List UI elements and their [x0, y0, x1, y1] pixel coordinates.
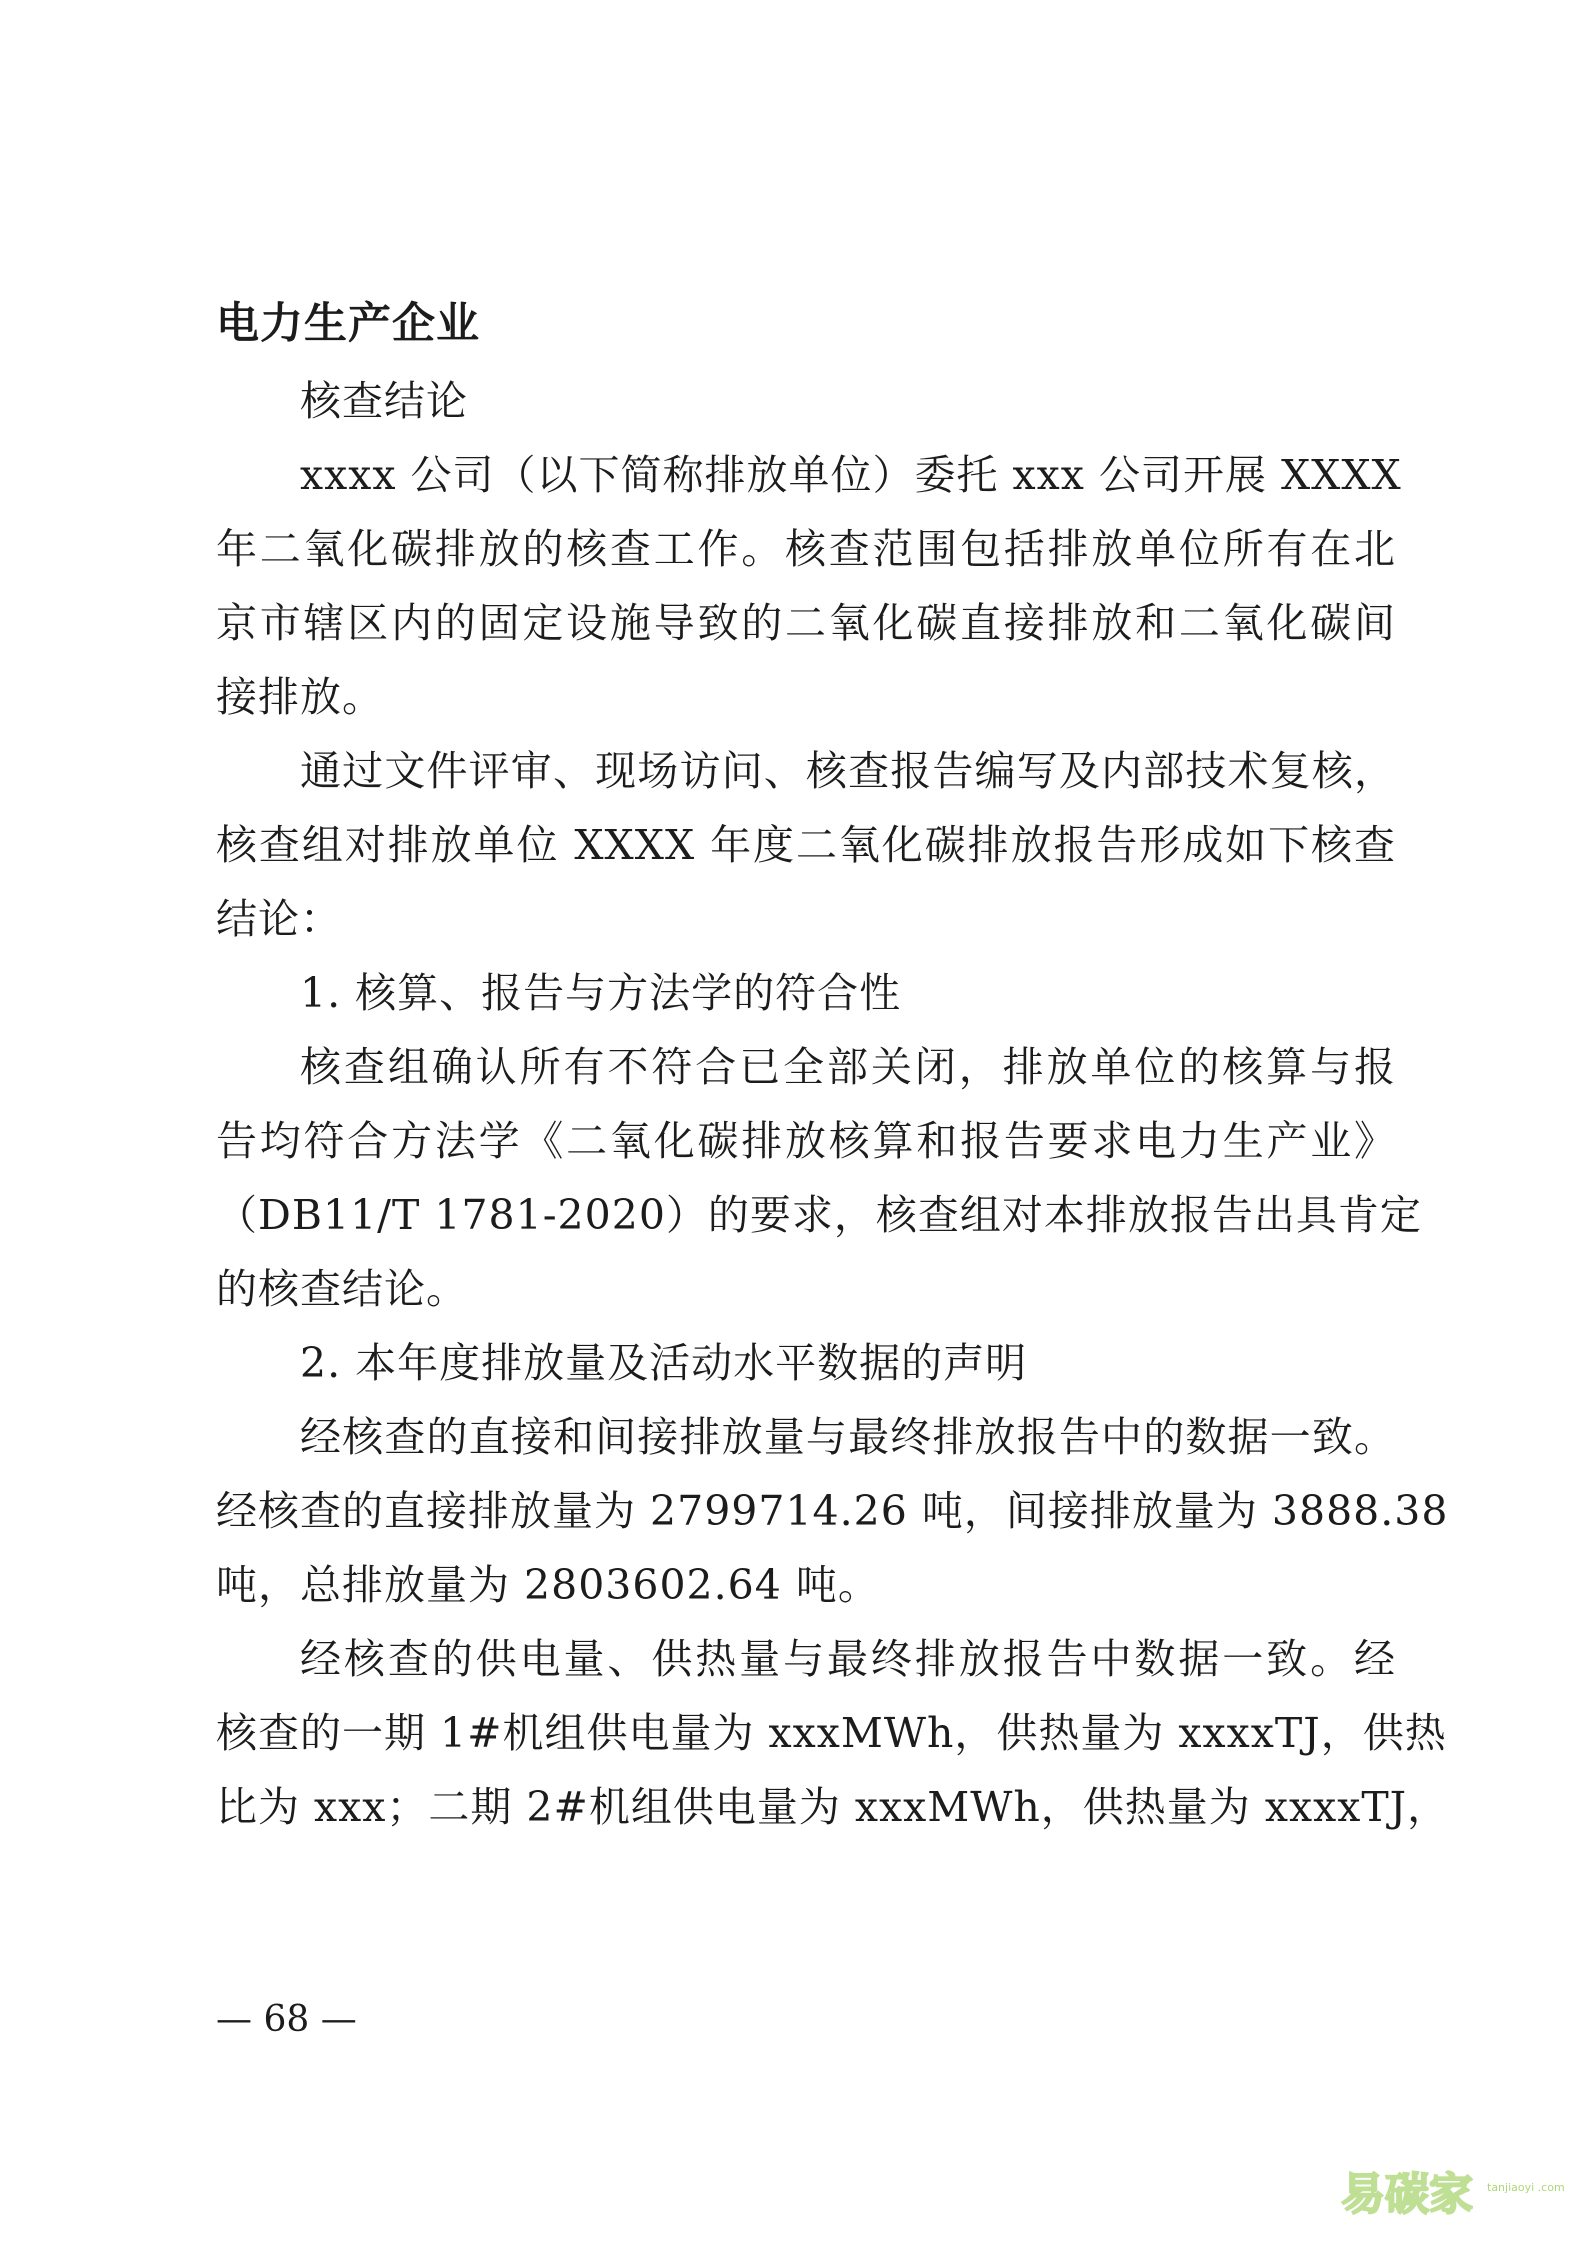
paragraph-line: 结论：	[216, 895, 342, 943]
paragraph-line: 京市辖区内的固定设施导致的二氧化碳直接排放和二氧化碳间	[216, 599, 1396, 647]
watermark-subtext: tanjiaoyi .com	[1487, 2181, 1565, 2194]
paragraph-line: 接排放。	[216, 673, 384, 721]
subheading-conclusion: 核查结论	[300, 377, 468, 425]
paragraph-line: 年二氧化碳排放的核查工作。核查范围包括排放单位所有在北	[216, 525, 1396, 573]
numbered-heading: 2. 本年度排放量及活动水平数据的声明	[300, 1339, 1028, 1387]
paragraph-line: 比为 xxx；二期 2#机组供电量为 xxxMWh，供热量为 xxxxTJ，	[216, 1783, 1450, 1831]
paragraph-line: 经核查的供电量、供热量与最终排放报告中数据一致。经	[300, 1635, 1396, 1683]
paragraph-line: 通过文件评审、现场访问、核查报告编写及内部技术复核，	[300, 747, 1396, 795]
paragraph-line: xxxx 公司（以下简称排放单位）委托 xxx 公司开展 XXXX	[300, 451, 1402, 499]
paragraph-line: 告均符合方法学《二氧化碳排放核算和报告要求电力生产业》	[216, 1117, 1396, 1165]
paragraph-line: 核查的一期 1#机组供电量为 xxxMWh，供热量为 xxxxTJ，供热	[216, 1709, 1447, 1757]
paragraph-line: （DB11/T 1781-2020）的要求，核查组对本排放报告出具肯定	[216, 1191, 1422, 1239]
numbered-heading: 1. 核算、报告与方法学的符合性	[300, 969, 902, 1017]
section-heading: 电力生产企业	[216, 299, 480, 349]
paragraph-line: 的核查结论。	[216, 1265, 468, 1313]
paragraph-line: 核查组确认所有不符合已全部关闭，排放单位的核算与报	[300, 1043, 1396, 1091]
paragraph-line: 经核查的直接排放量为 2799714.26 吨，间接排放量为 3888.38	[216, 1487, 1449, 1535]
page-number: — 68 —	[216, 1999, 357, 2040]
watermark-text: 易碳家	[1341, 2169, 1473, 2220]
paragraph-line: 吨，总排放量为 2803602.64 吨。	[216, 1561, 880, 1609]
paragraph-line: 核查组对排放单位 XXXX 年度二氧化碳排放报告形成如下核查	[216, 821, 1396, 869]
watermark-logo	[1337, 2157, 1565, 2227]
paragraph-line: 经核查的直接和间接排放量与最终排放报告中的数据一致。	[300, 1413, 1396, 1461]
